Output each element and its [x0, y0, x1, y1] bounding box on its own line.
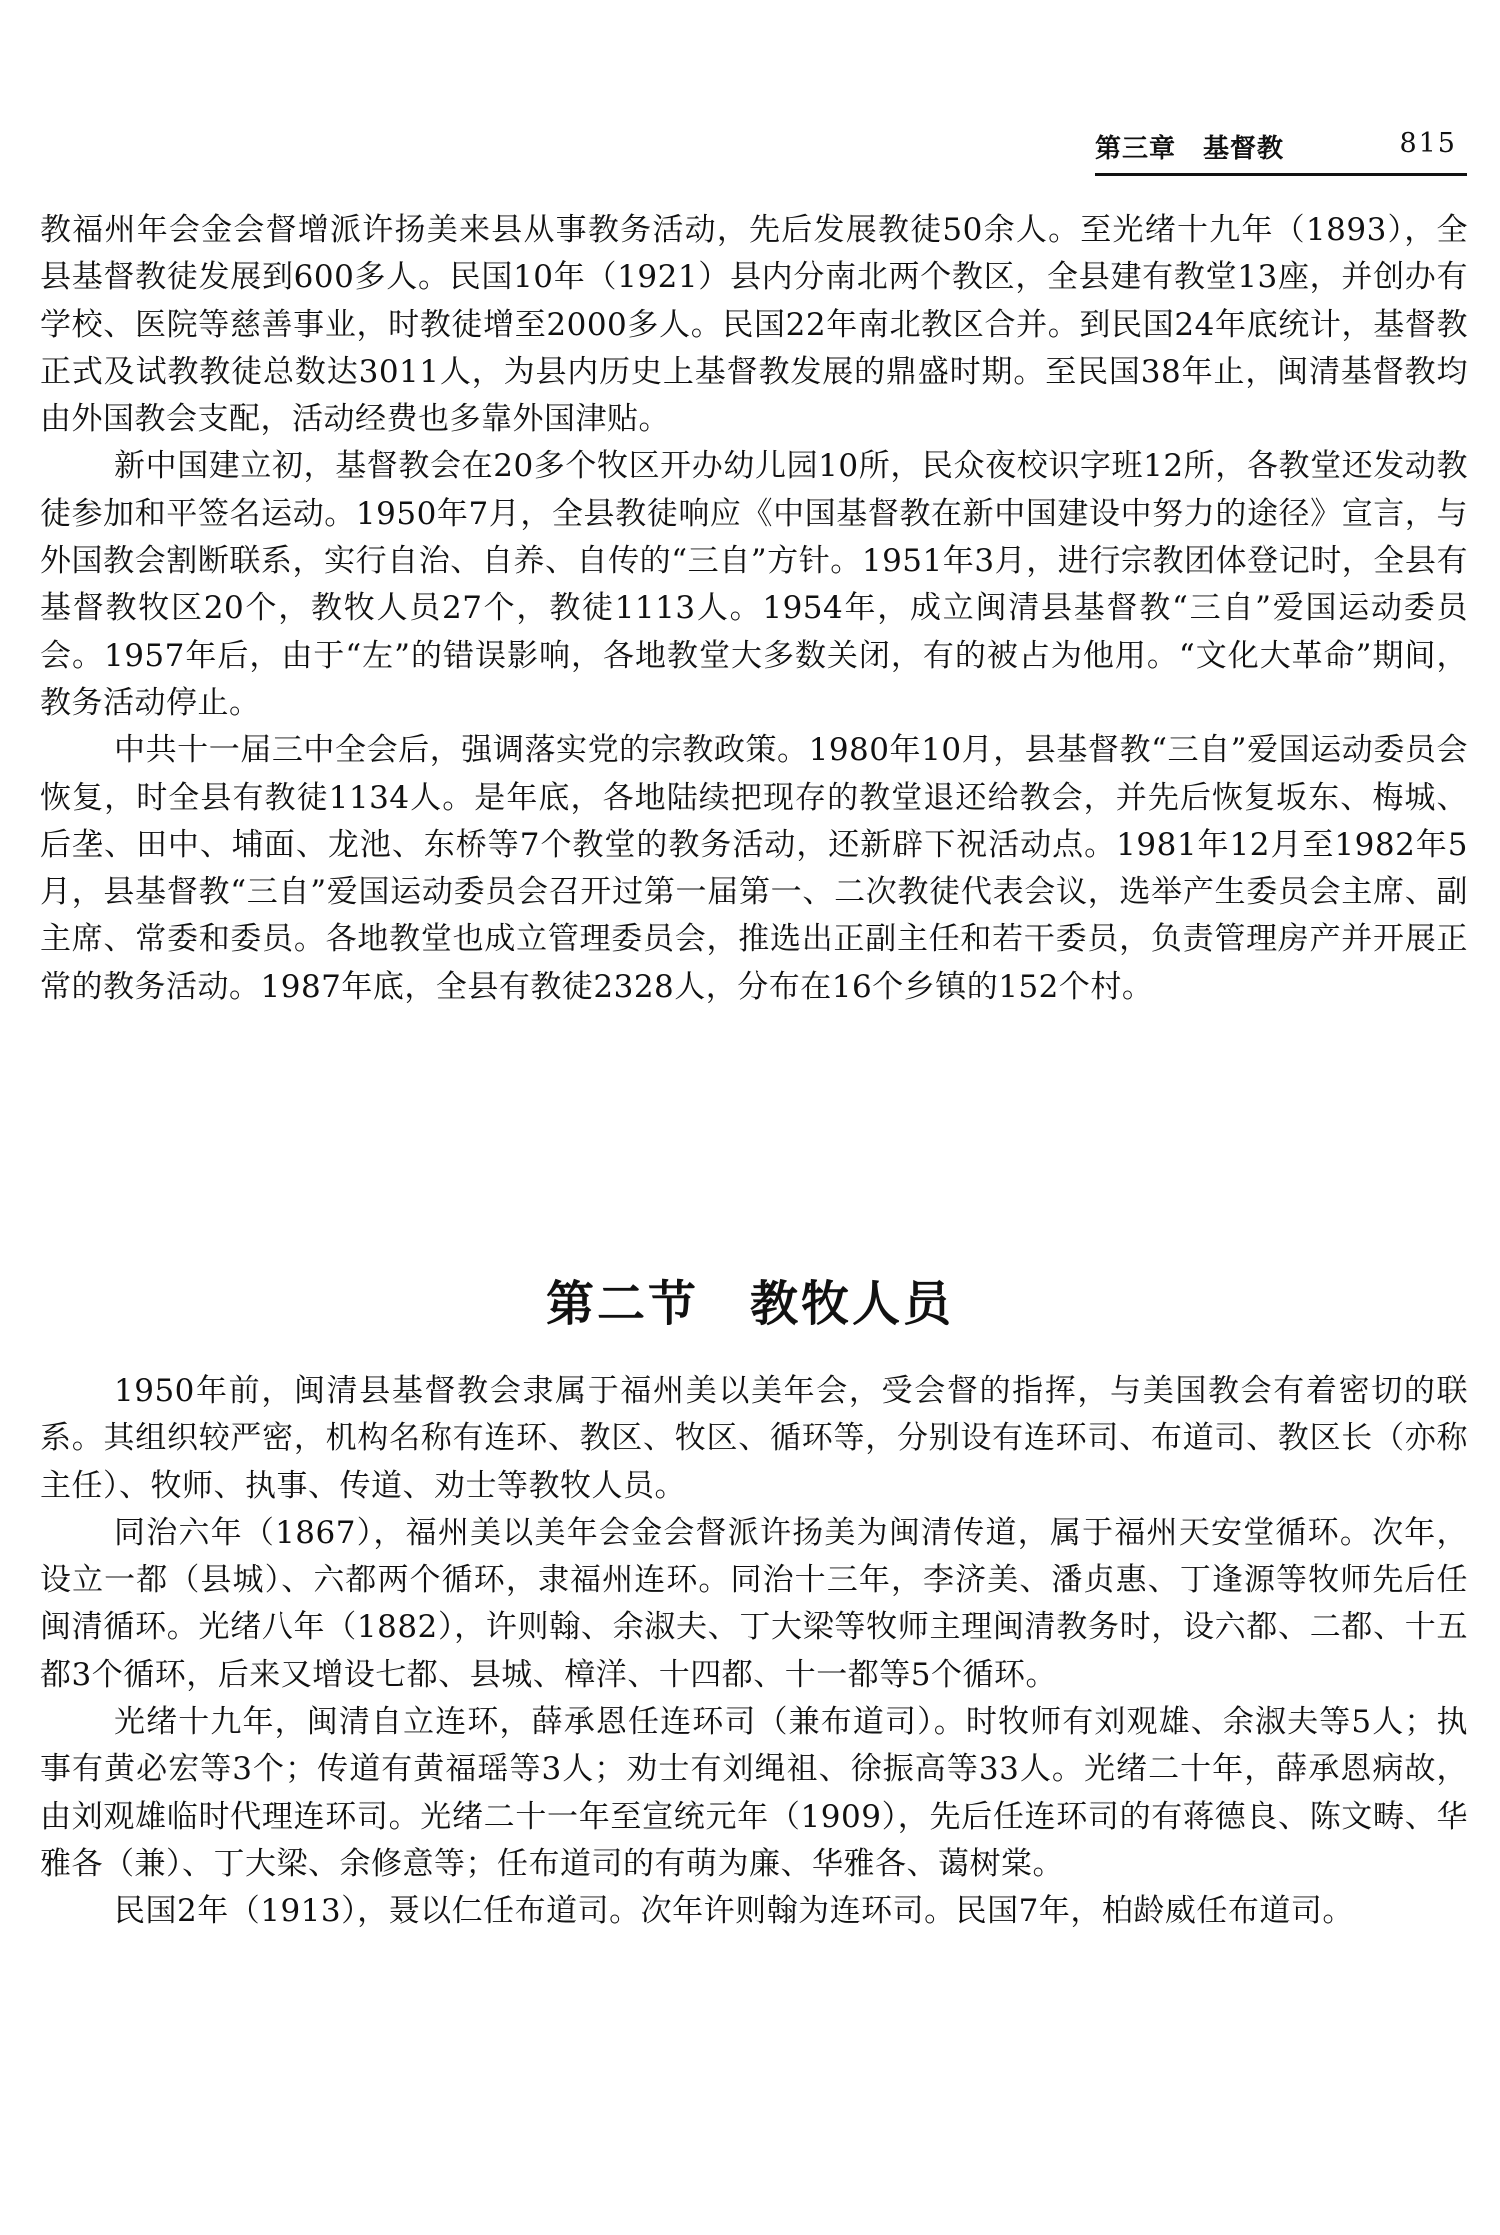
paragraph: 同治六年（1867），福州美以美年会金会督派许扬美为闽清传道，属于福州天安堂循环。次年，设立一都（县城）、六都两个循环，隶福州连环。同治十三年，李济美、潘贞惠、丁逢源等牧师先后任闽清循环。光绪八年（1882），许则翰、余淑夫、丁大梁等牧师主理闽清教务时，设六都、二都、十五都3个循环，后来又增设七都、县城、樟洋、十四都、十一都等5个循环。 [40, 1514, 1468, 1693]
chapter-title: 第三章 基督教 [1095, 134, 1285, 164]
paragraph: 光绪十九年，闽清自立连环，薛承恩任连环司（兼布道司）。时牧师有刘观雄、余淑夫等5人；执事有黄必宏等3个；传道有黄福瑶等3人；劝士有刘绳祖、徐振高等33人。光绪二十年，薛承恩病故，由刘观雄临时代理连环司。光绪二十一年至宣统元年（1909），先后任连环司的有蒋德良、陈文畴、华雅各（兼）、丁大梁、余修意等；任布道司的有萌为廉、华雅各、蔼树棠。 [40, 1704, 1468, 1882]
running-header [1095, 128, 1467, 178]
section-heading: 第二节 教牧人员 [545, 1275, 954, 1332]
body-text-part-2 [40, 1368, 1468, 1936]
paragraph: 民国2年（1913），聂以仁任布道司。次年许则翰为连环司。民国7年，柏龄威任布道司。 [114, 1893, 1354, 1930]
paragraph: 1950年前，闽清县基督教会隶属于福州美以美年会，受会督的指挥，与美国教会有着密切的联系。其组织较严密，机构名称有连环、教区、牧区、循环等，分别设有连环司、布道司、教区长（亦称主任）、牧师、执事、传道、劝士等教牧人员。 [40, 1373, 1468, 1504]
paragraph: 新中国建立初，基督教会在20多个牧区开办幼儿园10所，民众夜校识字班12所，各教堂还发动教徒参加和平签名运动。1950年7月，全县教徒响应《中国基督教在新中国建设中努力的途径》宣言，与外国教会割断联系，实行自治、自养、自传的“三自”方针。1951年3月，进行宗教团体登记时，全县有基督教牧区20个，教牧人员27个，教徒1113人。1954年，成立闽清县基督教“三自”爱国运动委员会。1957年后，由于“左”的错误影响，各地教堂大多数关闭，有的被占为他用。“文化大革命”期间，教务活动停止。 [40, 448, 1468, 721]
paragraph-continued: 教福州年会金会督增派许扬美来县从事教务活动，先后发展教徒50余人。至光绪十九年（1893），全县基督教徒发展到600多人。民国10年（1921）县内分南北两个教区，全县建有教堂13座，并创办有学校、医院等慈善事业，时教徒增至2000多人。民国22年南北教区合并。到民国24年底统计，基督教正式及试教教徒总数达3011人，为县内历史上基督教发展的鼎盛时期。至民国38年止，闽清基督教均由外国教会支配，活动经费也多靠外国津贴。 [40, 212, 1468, 438]
paragraph: 中共十一届三中全会后，强调落实党的宗教政策。1980年10月，县基督教“三自”爱国运动委员会恢复，时全县有教徒1134人。是年底，各地陆续把现存的教堂退还给教会，并先后恢复坂东、梅城、后垄、田中、埔面、龙池、东桥等7个教堂的教务活动，还新辟下祝活动点。1981年12月至1982年5月，县基督教“三自”爱国运动委员会召开过第一届第一、二次教徒代表会议，选举产生委员会主席、副主席、常委和委员。各地教堂也成立管理委员会，推选出正副主任和若干委员，负责管理房产并开展正常的教务活动。1987年底，全县有教徒2328人，分布在16个乡镇的152个村。 [40, 732, 1468, 1005]
header-rule [1095, 173, 1467, 176]
page-number: 815 [1399, 128, 1457, 159]
body-text-part-1 [40, 207, 1468, 1011]
